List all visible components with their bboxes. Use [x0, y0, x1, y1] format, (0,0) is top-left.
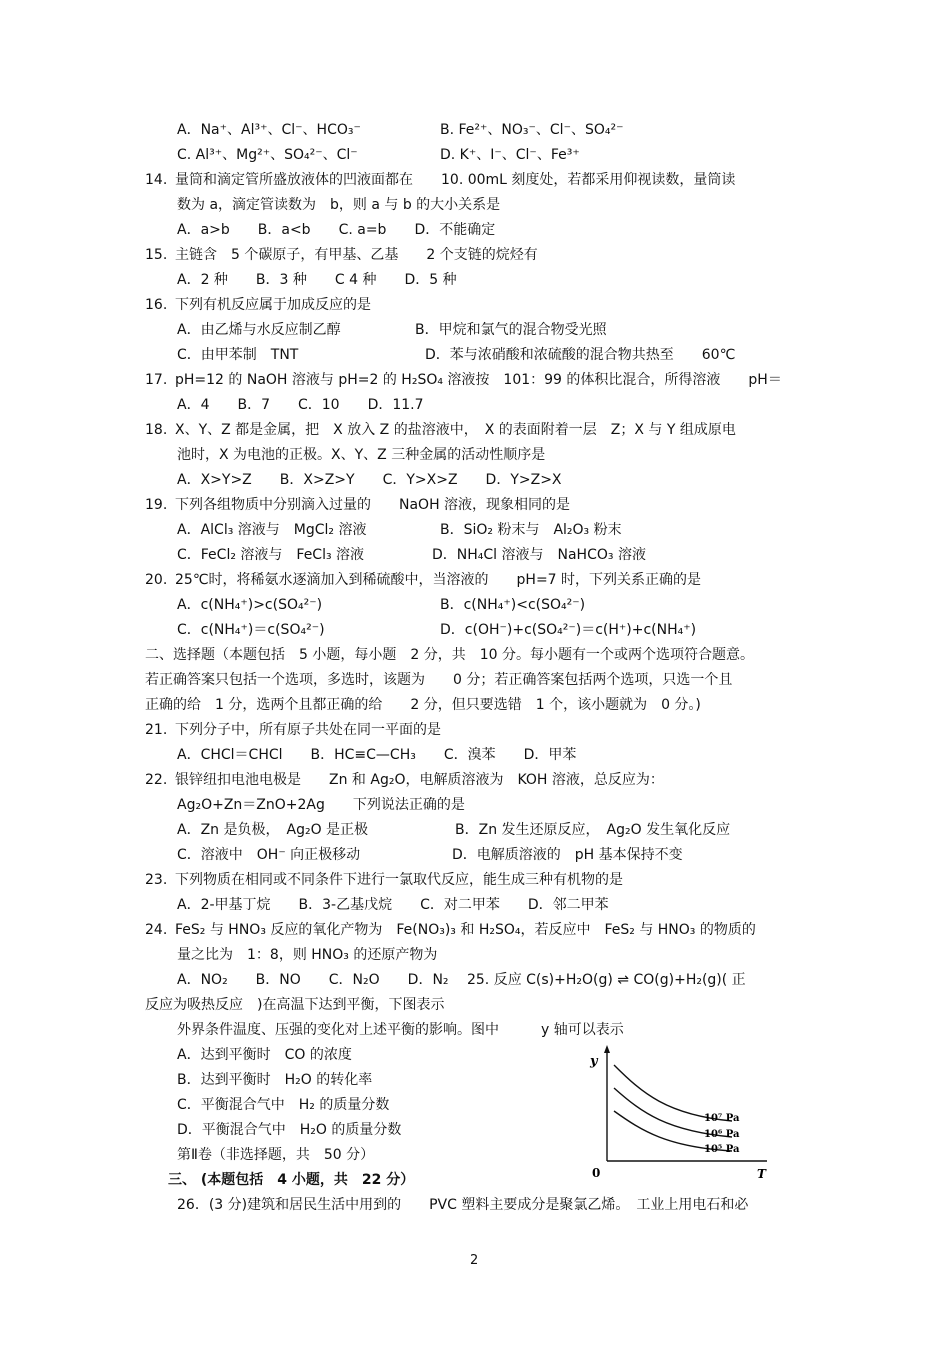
q23-line1: 下列物质在相同或不同条件下进行一氯取代反应，能生成三种有机物的是: [175, 872, 623, 888]
q19-number: 19.: [145, 497, 168, 513]
q18-number: 18.: [145, 422, 168, 438]
q16-option-a: A．由乙烯与水反应制乙醇: [177, 322, 341, 338]
q13-option-b: B. Fe²⁺、NO₃⁻、Cl⁻、SO₄²⁻: [440, 122, 624, 138]
x-axis-label: T: [757, 1167, 766, 1181]
q16-option-c: C．由甲苯制 TNT: [177, 347, 299, 363]
q22-line1: 银锌纽扣电池电极是 Zn 和 Ag₂O，电解质溶液为 KOH 溶液，总反应为：: [175, 772, 664, 788]
y-axis-arrow: [604, 1045, 610, 1053]
q24-q25-line: [177, 970, 746, 990]
curve-label-1e7: 10⁷ Pa: [704, 1113, 740, 1124]
q22-number: 22.: [145, 772, 168, 788]
q14-line2: 数为 a，滴定管读数为 b，则 a 与 b 的大小关系是: [177, 197, 501, 213]
q13-option-d: D. K⁺、I⁻、Cl⁻、Fe³⁺: [440, 147, 580, 163]
q18-options: A．X>Y>Z B．X>Z>Y C．Y>X>Z D．Y>Z>X: [177, 472, 562, 488]
q22-stem: [145, 770, 664, 790]
q20-line1: 25℃时，将稀氨水逐滴加入到稀硫酸中，当溶液的 pH=7 时，下列关系正确的是: [175, 572, 702, 588]
q15-stem: [145, 245, 538, 265]
q16-option-b: B．甲烷和氯气的混合物受光照: [415, 322, 607, 338]
q23-stem: [145, 870, 623, 890]
q22-option-b: B．Zn 发生还原反应， Ag₂O 发生氧化反应: [455, 822, 731, 838]
q19-line1: 下列各组物质中分别滴入过量的 NaOH 溶液，现象相同的是: [175, 497, 571, 513]
section2-line3: 正确的给 1 分，选两个且都正确的给 2 分，但只要选错 1 个，该小题就为 0 分。): [145, 697, 701, 713]
q14-number: 14.: [145, 172, 168, 188]
q17-line1: pH=12 的 NaOH 溶液与 pH=2 的 H₂SO₄ 溶液按 101：99 的体积比混合，所得溶液 pH＝: [175, 372, 782, 388]
section2-line2: 若正确答案只包括一个选项，多选时，该题为 0 分；若正确答案包括两个选项，只选一个且: [145, 672, 733, 688]
q13-option-a: A．Na⁺、Al³⁺、Cl⁻、HCO₃⁻: [177, 122, 361, 138]
section3-heading: 三、 (本题包括 4 小题，共 22 分）: [168, 1172, 415, 1188]
q25-option-a: A．达到平衡时 CO 的浓度: [177, 1047, 352, 1063]
section2-line1: 二、选择题（本题包括 5 小题，每小题 2 分，共 10 分。每小题有一个或两个选项符合题意。: [145, 647, 754, 663]
q22-option-a: A．Zn 是负极， Ag₂O 是正极: [177, 822, 369, 838]
q20-option-b: B．c(NH₄⁺)<c(SO₄²⁻): [440, 597, 586, 613]
q16-number: 16.: [145, 297, 168, 313]
q25-number: 25.: [466, 972, 490, 988]
q20-option-c: C．c(NH₄⁺)＝c(SO₄²⁻): [177, 622, 325, 638]
q19-option-c: C．FeCl₂ 溶液与 FeCl₃ 溶液: [177, 547, 365, 563]
q25-option-b: B．达到平衡时 H₂O 的转化率: [177, 1072, 373, 1088]
origin-label: 0: [592, 1166, 601, 1180]
page-number: 2: [470, 1253, 479, 1268]
q24-options: A．NO₂ B．NO C．N₂O D．N₂: [177, 972, 449, 988]
q14-options: A．a>b B．a<b C. a=b D．不能确定: [177, 222, 496, 238]
part2-title: 第Ⅱ卷（非选择题，共 50 分）: [177, 1147, 375, 1163]
q15-line1: 主链含 5 个碳原子，有甲基、乙基 2 个支链的烷烃有: [175, 247, 538, 263]
q24-stem: [145, 920, 756, 940]
q17-number: 17.: [145, 372, 168, 388]
q19-option-d: D．NH₄Cl 溶液与 NaHCO₃ 溶液: [432, 547, 646, 563]
q17-options: A．4 B．7 C．10 D．11.7: [177, 397, 424, 413]
q25-line1: 反应 C(s)+H₂O(g) ⇌ CO(g)+H₂(g)( 正: [493, 972, 746, 988]
q24-line1: FeS₂ 与 HNO₃ 反应的氧化产物为 Fe(NO₃)₃ 和 H₂SO₄，若反应中 FeS₂ 与 HNO₃ 的物质的: [175, 922, 756, 938]
y-axis-label: y: [590, 1054, 598, 1069]
q25-line2: 反应为吸热反应 )在高温下达到平衡，下图表示: [145, 997, 445, 1013]
q19-option-a: A．AlCl₃ 溶液与 MgCl₂ 溶液: [177, 522, 367, 538]
q26-line1: 26．(3 分)建筑和居民生活中用到的 PVC 塑料主要成分是聚氯乙烯。 工业上用电石和必: [177, 1197, 749, 1213]
q19-stem: [145, 495, 570, 515]
q24-number: 24.: [145, 922, 168, 938]
q22-line2: Ag₂O+Zn＝ZnO+2Ag 下列说法正确的是: [177, 797, 465, 813]
q20-number: 20.: [145, 572, 168, 588]
q18-stem: [145, 420, 736, 440]
q18-line2: 池时，X 为电池的正极。X、Y、Z 三种金属的活动性顺序是: [177, 447, 546, 463]
q20-stem: [145, 570, 701, 590]
q16-stem: [145, 295, 371, 315]
q18-line1: X、Y、Z 都是金属，把 X 放入 Z 的盐溶液中， X 的表面附着一层 Z；X 与 Y 组成原电: [175, 422, 736, 438]
q21-options: A．CHCl＝CHCl B．HC≡C—CH₃ C．溴苯 D．甲苯: [177, 747, 577, 763]
q14-line1: 量筒和滴定管所盛放液体的凹液面都在 10. 00mL 刻度处，若都采用仰视读数，量筒读: [175, 172, 736, 188]
equilibrium-figure: [582, 1043, 772, 1183]
curve-label-1e6: 10⁶ Pa: [704, 1129, 740, 1140]
q16-line1: 下列有机反应属于加成反应的是: [175, 297, 371, 313]
q17-stem: [145, 370, 782, 390]
q14-stem: [145, 170, 735, 190]
q13-option-c: C. Al³⁺、Mg²⁺、SO₄²⁻、Cl⁻: [177, 147, 358, 163]
q21-stem: [145, 720, 441, 740]
q21-number: 21.: [145, 722, 168, 738]
q23-number: 23.: [145, 872, 168, 888]
q22-option-d: D．电解质溶液的 pH 基本保持不变: [452, 847, 683, 863]
q15-number: 15.: [145, 247, 168, 263]
q25-option-c: C．平衡混合气中 H₂ 的质量分数: [177, 1097, 390, 1113]
q22-option-c: C．溶液中 OH⁻ 向正极移动: [177, 847, 361, 863]
q20-option-a: A．c(NH₄⁺)>c(SO₄²⁻): [177, 597, 323, 613]
q25-line3: 外界条件温度、压强的变化对上述平衡的影响。图中 y 轴可以表示: [177, 1022, 624, 1038]
q23-options: A．2-甲基丁烷 B．3-乙基戊烷 C．对二甲苯 D．邻二甲苯: [177, 897, 609, 913]
q24-line2: 量之比为 1：8，则 HNO₃ 的还原产物为: [177, 947, 438, 963]
q20-option-d: D．c(OH⁻)+c(SO₄²⁻)＝c(H⁺)+c(NH₄⁺): [440, 622, 697, 638]
q19-option-b: B．SiO₂ 粉末与 Al₂O₃ 粉末: [440, 522, 622, 538]
q25-option-d: D．平衡混合气中 H₂O 的质量分数: [177, 1122, 402, 1138]
q15-options: A．2 种 B．3 种 C 4 种 D．5 种: [177, 272, 457, 288]
q21-line1: 下列分子中，所有原子共处在同一平面的是: [175, 722, 441, 738]
curve-label-1e5: 10⁵ Pa: [704, 1144, 740, 1155]
q16-option-d: D．苯与浓硝酸和浓硫酸的混合物共热至 60℃: [425, 347, 736, 363]
